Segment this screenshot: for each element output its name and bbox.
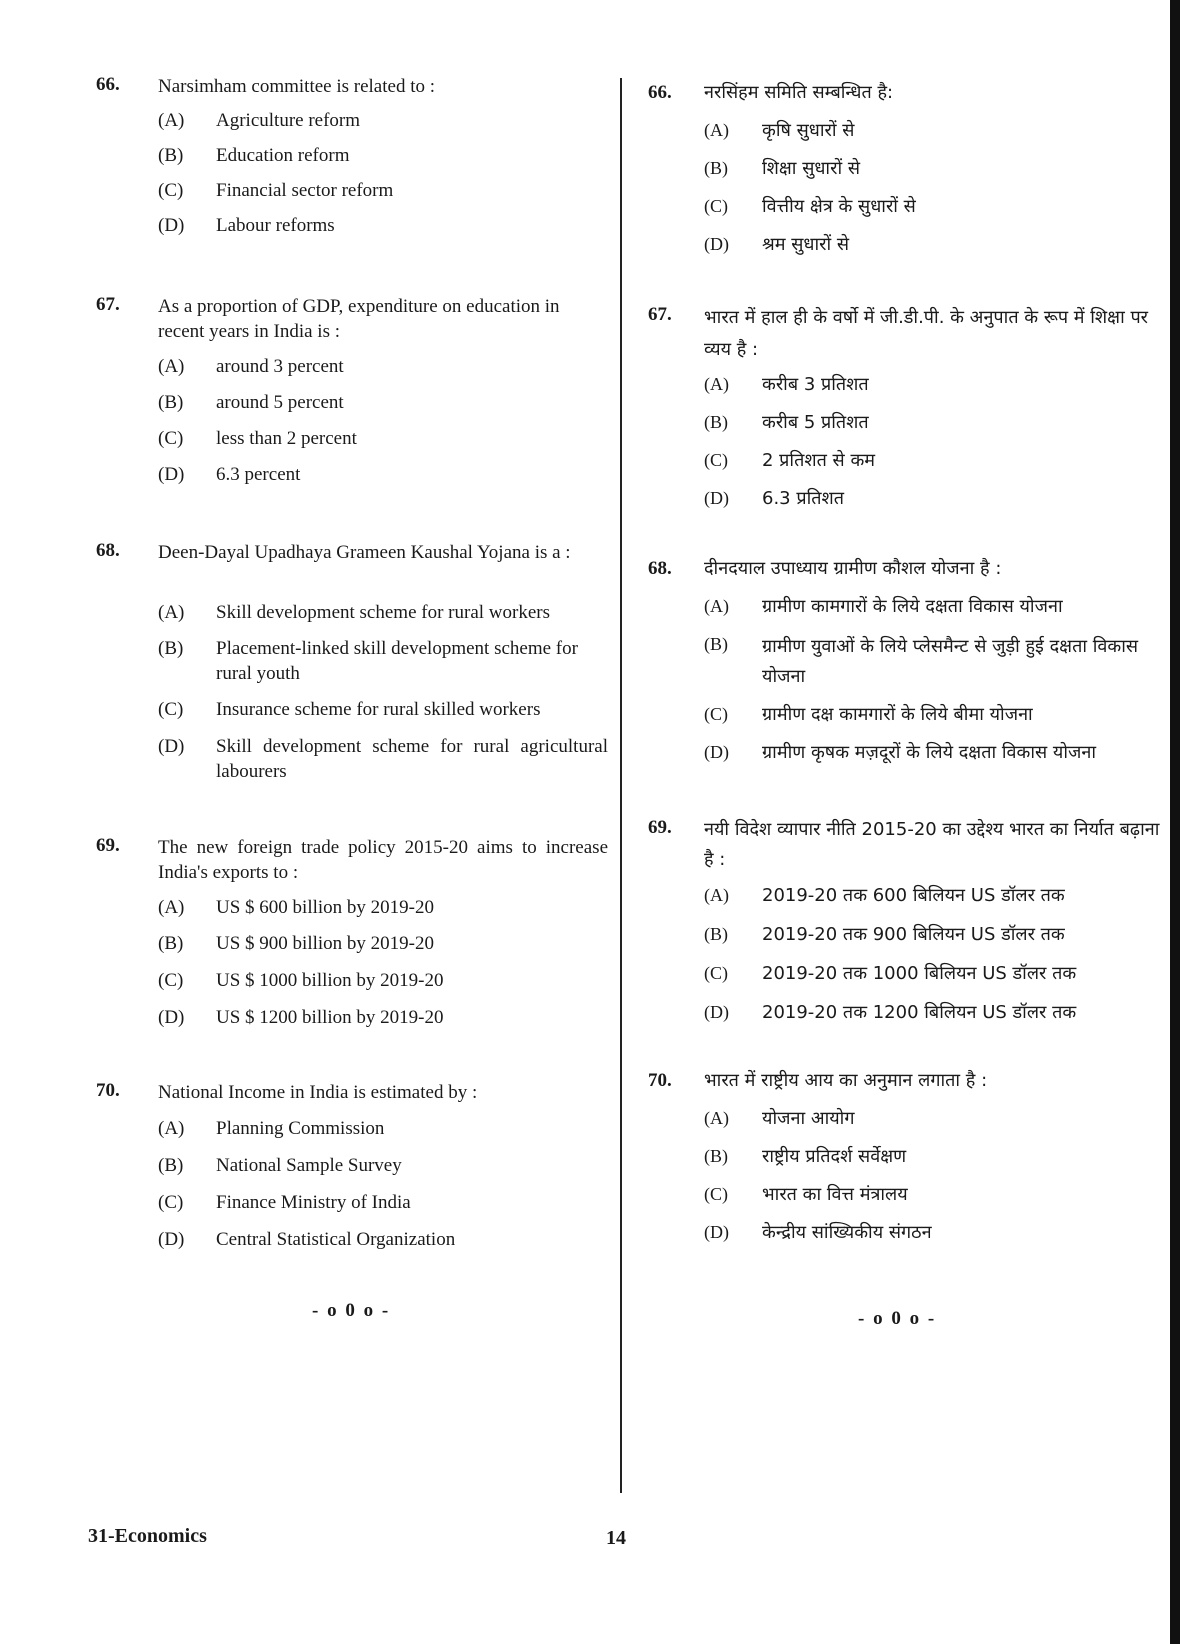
question-text: नरसिंहम समिति सम्बन्धित है: (704, 82, 894, 103)
option-letter: (B) (158, 392, 184, 413)
option-letter: (A) (158, 356, 185, 377)
page-number: 14 (606, 1527, 626, 1549)
option-letter: (D) (158, 1229, 185, 1250)
option-text: Financial sector reform (216, 180, 394, 201)
option-text: around 3 percent (216, 356, 344, 377)
option-text: Planning Commission (216, 1118, 385, 1139)
option-text: वित्तीय क्षेत्र के सुधारों से (762, 196, 916, 217)
option-letter: (B) (158, 933, 184, 954)
option-letter: (C) (158, 428, 184, 449)
option-text: Finance Ministry of India (216, 1192, 411, 1213)
option-text: 2019-20 तक 1200 बिलियन US डॉलर तक (762, 1002, 1077, 1023)
option-letter: (A) (158, 602, 185, 623)
question-number: 68. (96, 540, 120, 561)
option-text: 2019-20 तक 900 बिलियन US डॉलर तक (762, 924, 1065, 945)
option-letter: (C) (158, 180, 184, 201)
option-letter: (C) (158, 970, 184, 991)
option-letter: (D) (158, 215, 185, 236)
option-text: श्रम सुधारों से (762, 234, 850, 255)
end-mark: - o 0 o - (858, 1308, 937, 1329)
option-text: 2019-20 तक 1000 बिलियन US डॉलर तक (762, 963, 1077, 984)
option-text: शिक्षा सुधारों से (762, 158, 861, 179)
option-letter: (C) (704, 704, 728, 724)
option-letter: (A) (704, 1108, 729, 1128)
option-text: Central Statistical Organization (216, 1229, 456, 1250)
option-text: Insurance scheme for rural skilled workers (216, 699, 541, 720)
option-text: भारत का वित्त मंत्रालय (762, 1184, 908, 1205)
option-text: National Sample Survey (216, 1155, 402, 1176)
question-number: 68. (648, 558, 672, 579)
option-letter: (D) (704, 742, 729, 762)
option-text: US $ 900 billion by 2019-20 (216, 933, 434, 954)
option-letter: (B) (704, 1146, 728, 1166)
option-letter: (D) (704, 1002, 729, 1022)
option-letter: (B) (704, 158, 728, 178)
option-text: Labour reforms (216, 215, 335, 236)
option-letter: (B) (158, 638, 184, 659)
option-text: 2019-20 तक 600 बिलियन US डॉलर तक (762, 885, 1065, 906)
question-text: भारत में हाल ही के वर्षो में जी.डी.पी. के अनुपात के रूप में शिक्षा पर व्यय है : (704, 307, 1149, 360)
option-letter: (D) (158, 736, 185, 757)
question-text: Narsimham committee is related to : (158, 76, 436, 97)
question-number: 69. (648, 817, 672, 838)
option-letter: (D) (158, 1007, 185, 1028)
option-text: Skill development scheme for rural agricultural labourers (216, 736, 608, 782)
option-text: ग्रामीण कृषक मज़दूरों के लिये दक्षता विकास योजना (762, 742, 1097, 763)
option-letter: (B) (158, 145, 184, 166)
option-letter: (A) (704, 120, 729, 140)
option-letter: (A) (158, 897, 185, 918)
option-text: ग्रामीण कामगारों के लिये दक्षता विकास योजना (762, 596, 1063, 617)
option-text: ग्रामीण युवाओं के लिये प्लेसमैन्ट से जुड़ी हुई दक्षता विकास योजना (762, 636, 1139, 687)
option-letter: (C) (158, 699, 184, 720)
option-letter: (C) (704, 450, 728, 470)
option-letter: (A) (704, 596, 729, 616)
option-letter: (B) (704, 924, 728, 944)
option-text: US $ 1200 billion by 2019-20 (216, 1007, 444, 1028)
option-text: Agriculture reform (216, 110, 361, 131)
option-text: Skill development scheme for rural workers (216, 602, 550, 623)
option-letter: (A) (158, 1118, 185, 1139)
question-number: 70. (96, 1080, 120, 1101)
option-text: Education reform (216, 145, 350, 166)
option-letter: (A) (158, 110, 185, 131)
option-letter: (C) (704, 1184, 728, 1204)
option-text: US $ 600 billion by 2019-20 (216, 897, 434, 918)
question-text: भारत में राष्ट्रीय आय का अनुमान लगाता है : (704, 1070, 988, 1091)
option-text: 6.3 प्रतिशत (762, 488, 845, 509)
option-text: केन्द्रीय सांख्यिकीय संगठन (762, 1222, 932, 1243)
option-text: US $ 1000 billion by 2019-20 (216, 970, 444, 991)
question-number: 67. (96, 294, 120, 315)
option-letter: (A) (704, 885, 729, 905)
question-text: Deen-Dayal Upadhaya Grameen Kaushal Yojana is a : (158, 542, 571, 563)
option-text: Placement-linked skill development scheme for rural youth (216, 638, 578, 684)
question-text: As a proportion of GDP, expenditure on education in recent years in India is : (158, 296, 560, 342)
question-number: 66. (96, 74, 120, 95)
option-letter: (D) (704, 1222, 729, 1242)
question-number: 69. (96, 835, 120, 856)
option-letter: (B) (704, 412, 728, 432)
option-text: राष्ट्रीय प्रतिदर्श सर्वेक्षण (762, 1146, 907, 1167)
option-letter: (D) (704, 234, 729, 254)
end-mark: - o 0 o - (312, 1300, 391, 1321)
option-text: 6.3 percent (216, 464, 301, 485)
option-text: ग्रामीण दक्ष कामगारों के लिये बीमा योजना (762, 704, 1033, 725)
question-text: नयी विदेश व्यापार नीति 2015-20 का उद्देश्य भारत का निर्यात बढ़ाना है : (704, 819, 1160, 870)
option-letter: (A) (704, 374, 729, 394)
option-letter: (C) (704, 963, 728, 983)
option-text: around 5 percent (216, 392, 344, 413)
option-letter: (D) (158, 464, 185, 485)
option-text: कृषि सुधारों से (762, 120, 855, 141)
option-letter: (D) (704, 488, 729, 508)
option-text: less than 2 percent (216, 428, 357, 449)
option-text: करीब 5 प्रतिशत (762, 412, 869, 433)
column-divider (620, 78, 622, 1493)
question-text: दीनदयाल उपाध्याय ग्रामीण कौशल योजना है : (704, 558, 1002, 579)
option-text: 2 प्रतिशत से कम (762, 450, 876, 471)
option-text: योजना आयोग (762, 1108, 855, 1129)
question-text: National Income in India is estimated by : (158, 1082, 478, 1103)
footer-subject: 31-Economics (88, 1525, 207, 1547)
question-number: 70. (648, 1070, 672, 1091)
option-letter: (C) (704, 196, 728, 216)
question-number: 66. (648, 82, 672, 103)
page-edge-border (1170, 0, 1180, 1644)
option-letter: (B) (704, 634, 728, 654)
option-letter: (B) (158, 1155, 184, 1176)
question-text: The new foreign trade policy 2015-20 aims to increase India's exports to : (158, 837, 608, 883)
option-text: करीब 3 प्रतिशत (762, 374, 869, 395)
option-letter: (C) (158, 1192, 184, 1213)
question-number: 67. (648, 304, 672, 325)
